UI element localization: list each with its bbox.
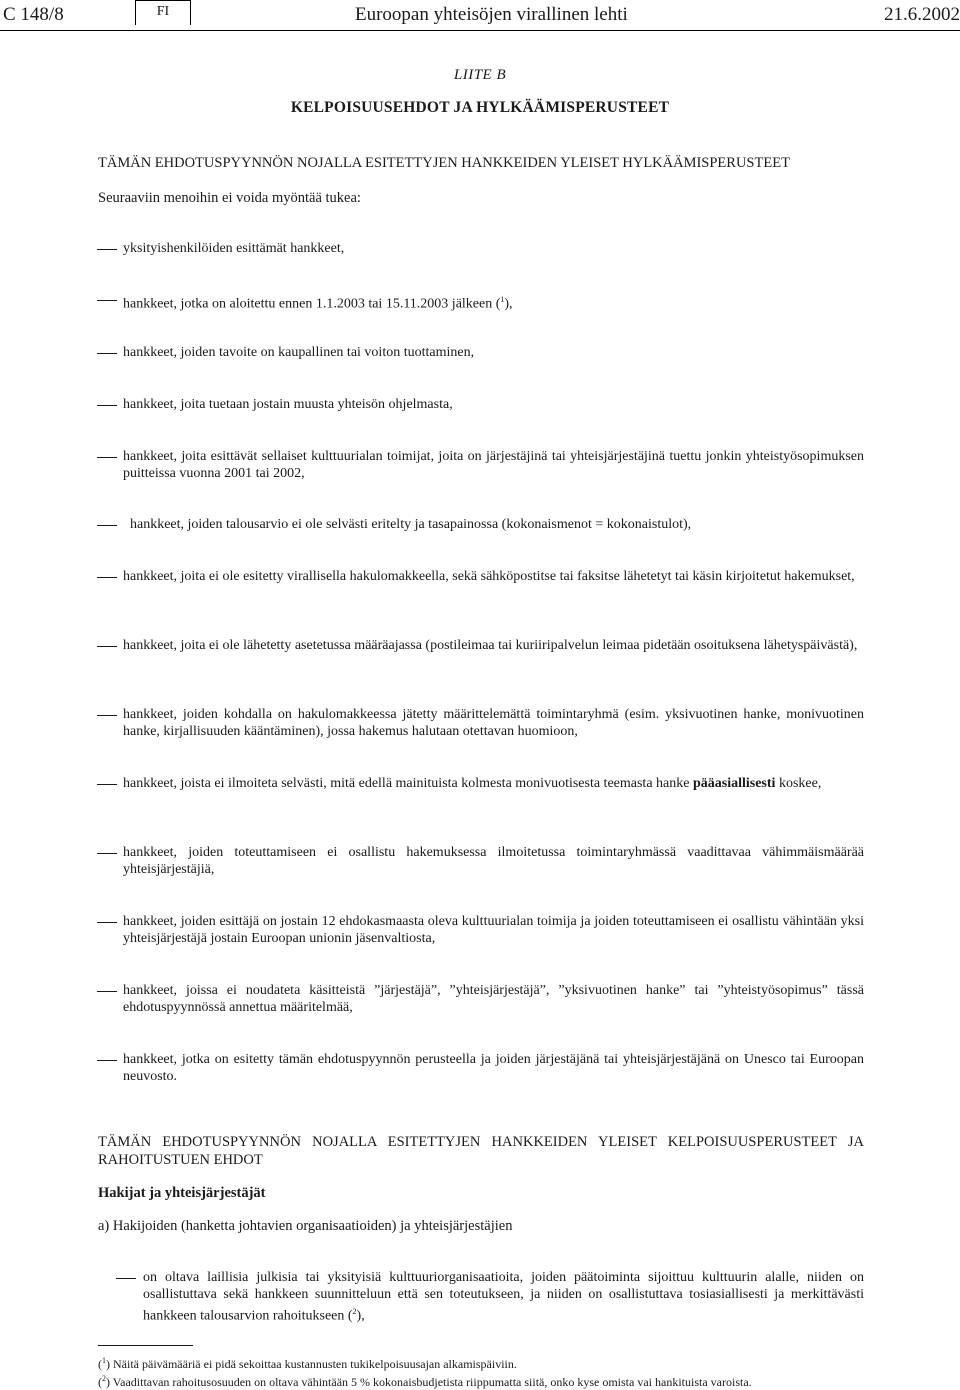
dash-marker — [97, 991, 117, 992]
list-item: hankkeet, joita tuetaan jostain muusta yhteisön ohjelmasta, — [123, 397, 453, 412]
dash-marker — [97, 715, 117, 716]
sub-label: a) Hakijoiden (hanketta johtavien organisaatioiden) ja yhteisjärjestäjien — [98, 1218, 513, 1234]
dash-marker — [97, 300, 117, 301]
page-number: C 148/8 — [3, 4, 64, 25]
footnote-number: 1 — [102, 1356, 106, 1365]
list-item: hankkeet, joiden toteuttamiseen ei osallistu hakemuksessa ilmoitetussa toimintaryhmässä vaadittavaa vähimmäismäärää yhteisjärjestäjiä, — [123, 845, 864, 877]
footnote: ($^1$) Näitä päivämääriä ei pidä sekoittaa kustannusten tukikelpoisuusajan alkamispäiviin. — [98, 1356, 517, 1371]
list-item: yksityishenkilöiden esittämät hankkeet, — [123, 241, 345, 256]
list-item: hankkeet, joiden kohdalla on hakulomakkeessa jätetty määrittelemättä toimintaryhmä (esim. yksivuotinen hanke, monivuotinen hanke, kirjallisuuden kääntäminen), jossa hakemus halutaan otettavan huomioon, — [123, 707, 864, 739]
issue-date: 21.6.2002 — [884, 4, 960, 25]
footnote-rule — [98, 1345, 193, 1346]
journal-header — [0, 0, 960, 31]
footnote-text: Näitä päivämääriä ei pidä sekoittaa kustannusten tukikelpoisuusajan alkamispäiviin. — [113, 1357, 517, 1371]
list-item: hankkeet, jotka on esitetty tämän ehdotuspyynnön perusteella ja joiden järjestäjänä tai yhteisjärjestäjänä on Unesco tai Euroopan neuvosto. — [123, 1052, 864, 1084]
list-item — [123, 775, 864, 792]
list-item: hankkeet, joissa ei noudateta käsitteistä ”järjestäjä”, ”yhteisjärjestäjä”, ”yksivuotinen hanke” tai ”yhteistyösopimus” tässä ehdotuspyynnössä annettua määritelmää, — [123, 983, 864, 1015]
list-item-text: on oltava laillisia julkisia tai yksityisiä kulttuuriorganisaatioita, joiden päätoiminta sijoittuu kulttuurin alalle, niiden on osallistuttava sekä hankkeen suunnitteluun että sen toteutukseen, ja niiden on osallistuttava tosiasiallisesti ja merkittävästi hankkeen talousarvion rahoitukseen ( — [143, 1270, 864, 1324]
subheading: Hakijat ja yhteisjärjestäjät — [98, 1185, 266, 1201]
intro-text: Seuraaviin menoihin ei voida myöntää tukea: — [98, 190, 361, 206]
list-item-tail: koskee, — [775, 776, 822, 791]
footnote-ref[interactable]: 1 — [500, 295, 505, 304]
dash-marker — [97, 249, 117, 250]
list-item: hankkeet, joita esittävät sellaiset kulttuurialan toimijat, joita on järjestäjinä tai yhteisjärjestäjinä tuettu jonkin yhteistyösopimuksen puitteissa vuonna 2001 tai 2002, — [123, 449, 864, 481]
list-item — [143, 1269, 864, 1325]
footnote: ($^2$) Vaadittavan rahoitusosuuden on oltava vähintään 5 % kokonaisbudjetista riippumatta siitä, onko kyse omista vai hankituista varoista. — [98, 1374, 752, 1389]
list-item-tail: ), — [504, 296, 513, 312]
dash-marker — [97, 853, 117, 854]
annex-title: KELPOISUUSEHDOT JA HYLKÄÄMISPERUSTEET — [290, 99, 670, 116]
list-item — [123, 291, 864, 313]
list-item: hankkeet, joiden tavoite on kaupallinen tai voiton tuottaminen, — [123, 345, 475, 360]
list-item: hankkeet, joiden talousarvio ei ole selvästi eritelty ja tasapainossa (kokonaismenot = kokonaistulot), — [130, 517, 692, 532]
language-badge: FI — [135, 0, 191, 25]
footnote-number: 2 — [102, 1374, 106, 1383]
emphasis-text: pääasiallisesti — [692, 776, 776, 791]
footnote-text: Vaadittavan rahoitusosuuden on oltava vähintään 5 % kokonaisbudjetista riippumatta siitä, onko kyse omista vai hankituista varoista. — [112, 1375, 752, 1389]
dash-marker — [97, 457, 117, 458]
section-heading-eligibility: TÄMÄN EHDOTUSPYYNNÖN NOJALLA ESITETTYJEN HANKKEIDEN YLEISET KELPOISUUSPERUSTEET JA RAHOITUSTUEN EHDOT — [98, 1134, 864, 1168]
list-item-text: hankkeet, jotka on aloitettu ennen 1.1.2003 tai 15.11.2003 jälkeen ( — [123, 296, 501, 312]
dash-marker — [97, 353, 117, 354]
section-heading-rejection: TÄMÄN EHDOTUSPYYNNÖN NOJALLA ESITETTYJEN HANKKEIDEN YLEISET HYLKÄÄMISPERUSTEET — [98, 155, 790, 171]
dash-marker — [97, 922, 117, 923]
dash-marker — [97, 1060, 117, 1061]
dash-marker — [97, 646, 117, 647]
footnote-ref[interactable]: 2 — [352, 1307, 357, 1316]
list-item-tail: ), — [356, 1308, 365, 1324]
list-item: hankkeet, joiden esittäjä on jostain 12 ehdokasmaasta oleva kulttuurialan toimija ja joiden toteuttamiseen ei osallistu vähintään yksi yhteisjärjestäjä jostain Euroopan unionin jäsenvaltiosta, — [123, 914, 864, 946]
annex-label: LIITE B — [453, 67, 507, 83]
list-item: hankkeet, joita ei ole esitetty virallisella hakulomakkeella, sekä sähköpostitse tai faksitse lähetetyt tai käsin kirjoitetut hakemukset, — [123, 569, 855, 584]
dash-marker — [97, 525, 117, 526]
dash-marker — [97, 577, 117, 578]
journal-title: Euroopan yhteisöjen virallinen lehti — [355, 4, 628, 25]
dash-marker — [97, 784, 117, 785]
list-item: hankkeet, joita ei ole lähetetty asetetussa määräajassa (postileimaa tai kuriiripalvelun leimaa pidetään osoituksena lähetyspäivästä), — [123, 638, 858, 653]
dash-marker — [97, 405, 117, 406]
dash-marker — [116, 1278, 136, 1279]
list-item-text: hankkeet, joista ei ilmoiteta selvästi, mitä edellä mainituista kolmesta monivuotisesta teemasta hanke — [123, 776, 693, 791]
